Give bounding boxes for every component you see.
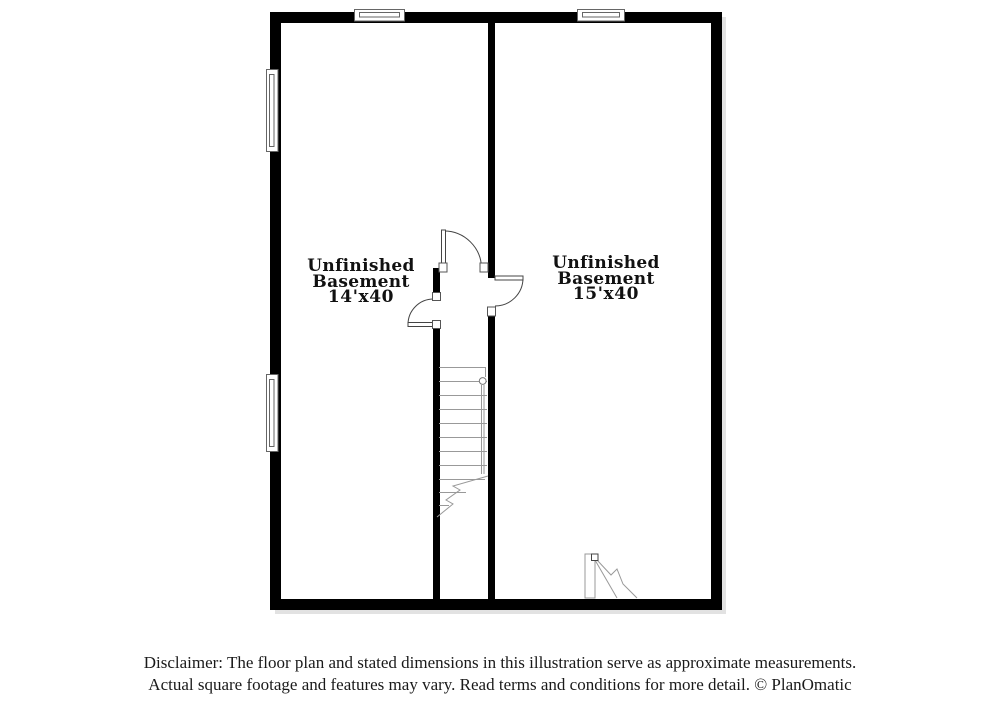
room-name-line: Unfinished [307, 256, 415, 276]
disclaimer-line-2: Actual square footage and features may vary. Read terms and conditions for more detail. © PlanOmatic [148, 675, 852, 694]
room-dimensions: 15'x40 [572, 284, 640, 304]
wall-center-lower [488, 315, 495, 599]
wall-stair-west [433, 328, 440, 599]
door-swing-icon [488, 276, 524, 316]
window-icon [355, 10, 405, 22]
room-name-line: Basement [312, 271, 410, 292]
room-name-line: Unfinished [552, 253, 660, 273]
room-label-unfinished-basement-15x40 [531, 253, 681, 304]
window-icon [578, 10, 625, 22]
wall-right [711, 12, 722, 610]
room-dimensions: 14'x40 [327, 287, 395, 307]
window-icon [267, 70, 279, 152]
door-swing-icon [439, 230, 488, 272]
staircase-icon [437, 368, 488, 518]
stair-break-line [437, 476, 488, 517]
basement-entry-icon [585, 554, 637, 598]
plan-shadow [275, 17, 726, 614]
wall-center-upper [488, 23, 495, 278]
disclaimer-line-1: Disclaimer: The floor plan and stated dimensions in this illustration serve as approximate measurements. [143, 653, 857, 672]
room-name-line: Basement [557, 268, 655, 289]
wall-top [270, 12, 722, 23]
window-icon [267, 375, 279, 452]
stair-handrail [479, 368, 486, 474]
room-label-unfinished-basement-14x40 [286, 256, 436, 307]
disclaimer-text [0, 652, 1000, 696]
wall-bottom [270, 599, 722, 610]
